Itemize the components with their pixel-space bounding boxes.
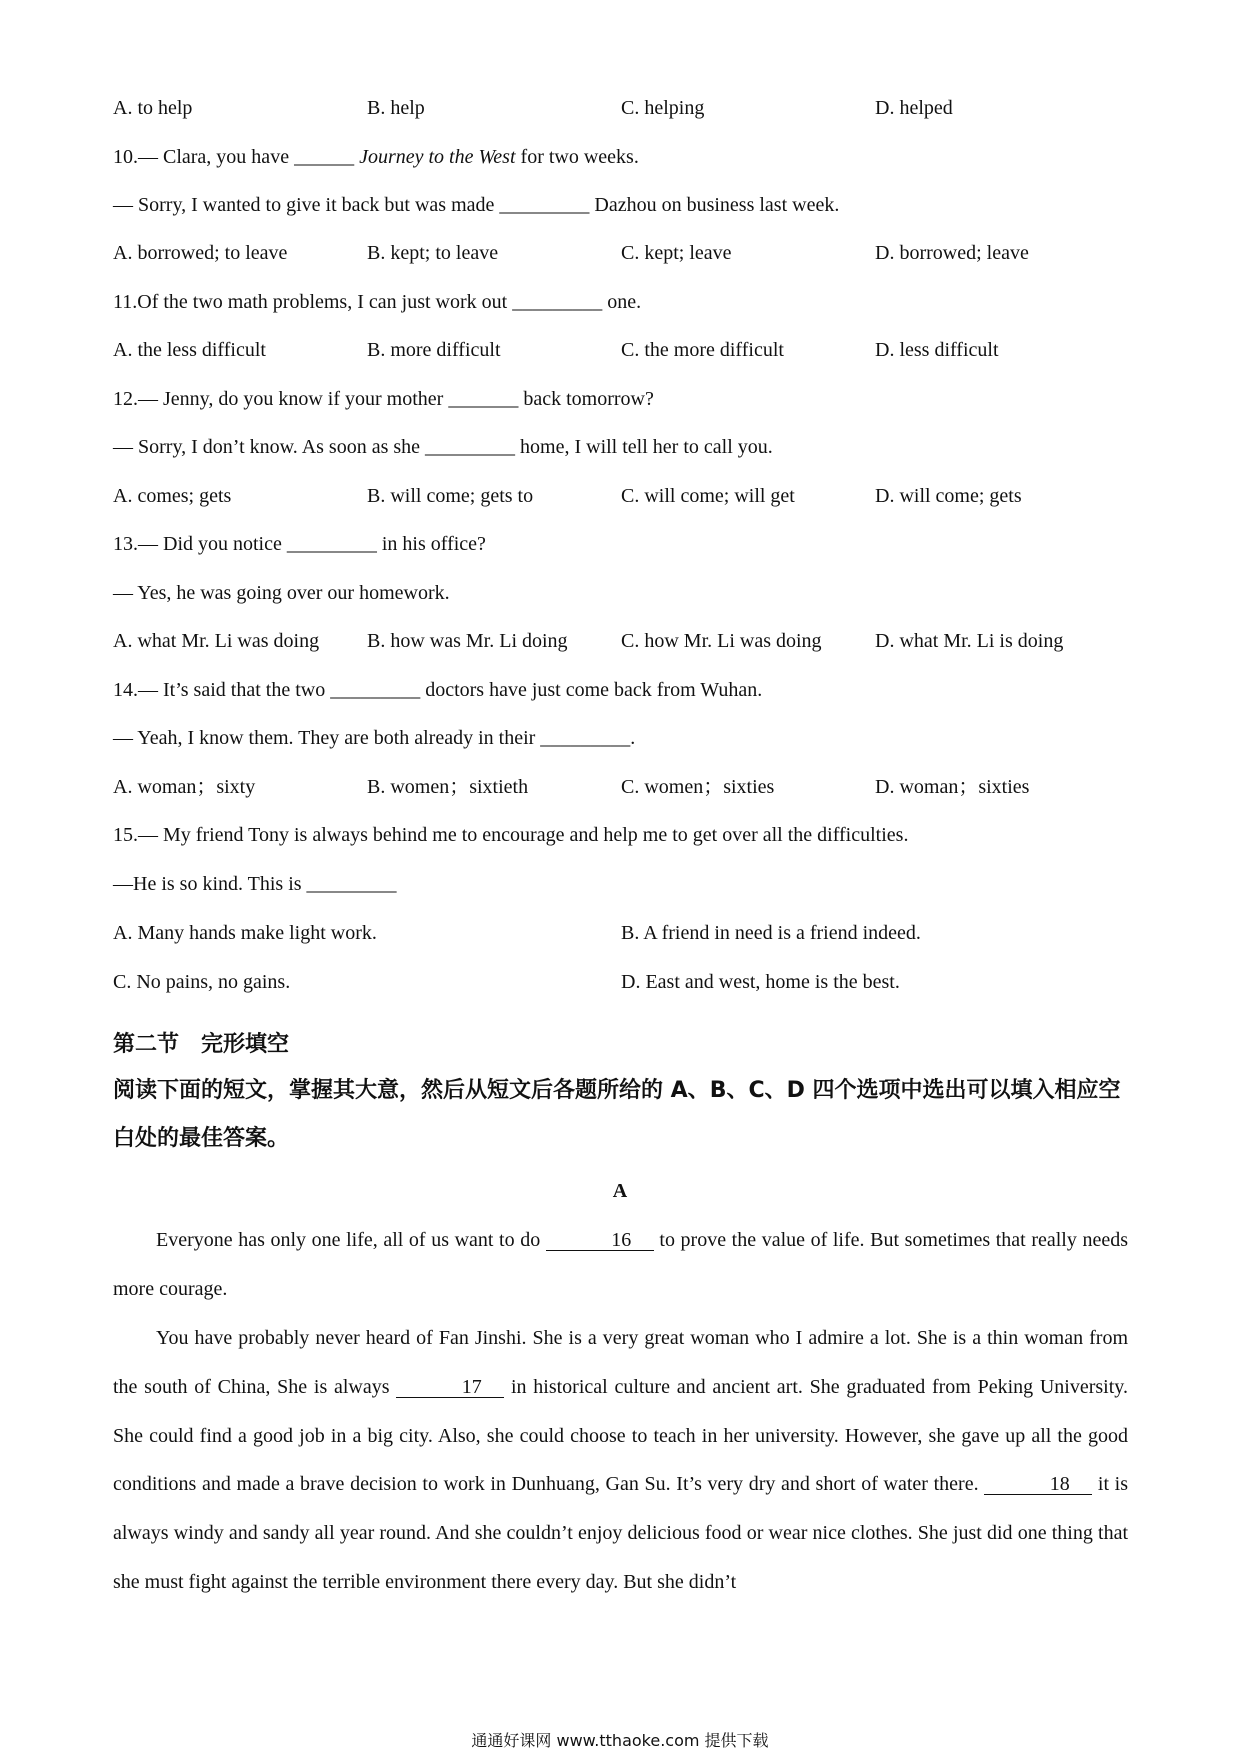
q14-prompt: 14.— It’s said that the two _________ doctors have just come back from Wuhan. — [113, 679, 763, 701]
option: D. less difficult — [875, 339, 999, 361]
option: B. more difficult — [367, 339, 501, 361]
passage-paragraph-1 — [113, 1216, 1128, 1314]
option: C. will come; will get — [621, 485, 795, 507]
option: D. what Mr. Li is doing — [875, 630, 1064, 652]
option: C. kept; leave — [621, 242, 732, 264]
option: A. woman；sixty — [113, 776, 256, 798]
blank-18: 18 — [984, 1474, 1092, 1495]
option: D. woman；sixties — [875, 776, 1030, 798]
q10-book-title: Journey to the West — [359, 146, 516, 168]
option: D. will come; gets — [875, 485, 1022, 507]
blank-17: 17 — [396, 1377, 504, 1398]
q15-reply: —He is so kind. This is _________ — [113, 873, 397, 895]
paragraph-text: in historical culture and ancient art. She graduated from Peking University. She could find a good job in a big city. Also, she could choose to teach in her university. However, she gave up all the good conditions and made a brave decision to work in Dunhuang, Gan Su. It’s very dry and short of water there. — [113, 1375, 1128, 1496]
option: C. helping — [621, 97, 705, 119]
option: A. borrowed; to leave — [113, 242, 288, 264]
q15-prompt: 15.— My friend Tony is always behind me to encourage and help me to get over all the difficulties. — [113, 824, 909, 846]
q10-reply: — Sorry, I wanted to give it back but was made _________ Dazhou on business last week. — [113, 194, 840, 216]
option: D. helped — [875, 97, 953, 119]
option: B. will come; gets to — [367, 485, 534, 507]
option: B. A friend in need is a friend indeed. — [621, 922, 921, 944]
passage-heading: A — [612, 1180, 628, 1202]
option: A. the less difficult — [113, 339, 266, 361]
q11-prompt: 11.Of the two math problems, I can just work out _________ one. — [113, 291, 642, 313]
option: C. the more difficult — [621, 339, 784, 361]
q14-reply: — Yeah, I know them. They are both already in their _________. — [113, 727, 636, 749]
paragraph-text: You have probably never heard of Fan Jinshi. She is a very great woman who I admire a lot. She is a thin woman from the south of China, She is always — [113, 1327, 1128, 1398]
option: B. women；sixtieth — [367, 776, 529, 798]
q13-reply: — Yes, he was going over our homework. — [113, 582, 450, 604]
option: C. how Mr. Li was doing — [621, 630, 822, 652]
section-title: 第二节 完形填空 — [113, 1031, 290, 1057]
paragraph-text: to prove the value of life. But sometimes that really needs more courage. — [113, 1229, 1128, 1300]
q10-prompt-post: for two weeks. — [515, 146, 639, 168]
q10-prompt — [113, 145, 639, 169]
passage-paragraph-2 — [113, 1314, 1128, 1607]
q10-prompt-pre: 10.— Clara, you have ______ — [113, 146, 360, 168]
q12-reply: — Sorry, I don’t know. As soon as she _________ home, I will tell her to call you. — [113, 436, 773, 458]
page-footer: 通通好课网 www.tthaoke.com 提供下载 — [471, 1731, 769, 1750]
option: D. borrowed; leave — [875, 242, 1029, 264]
paragraph-text: it is always windy and sandy all year round. And she couldn’t enjoy delicious food or wear nice clothes. She just did one thing that she must fight against the terrible environment there every day. But she didn’t — [113, 1473, 1128, 1593]
option: A. what Mr. Li was doing — [113, 630, 320, 652]
option: C. No pains, no gains. — [113, 971, 291, 993]
option: A. comes; gets — [113, 485, 232, 507]
q12-prompt: 12.— Jenny, do you know if your mother _______ back tomorrow? — [113, 388, 654, 410]
q13-prompt: 13.— Did you notice _________ in his office? — [113, 533, 486, 555]
blank-16: 16 — [546, 1230, 654, 1251]
option: D. East and west, home is the best. — [621, 971, 900, 993]
option: B. how was Mr. Li doing — [367, 630, 568, 652]
option: A. to help — [113, 97, 193, 119]
option: A. Many hands make light work. — [113, 922, 377, 944]
option: B. help — [367, 97, 425, 119]
section-instruction: 阅读下面的短文，掌握其大意，然后从短文后各题所给的 A、B、C、D 四个选项中选出可以填入相应空白处的最佳答案。 — [113, 1078, 1121, 1151]
option: B. kept; to leave — [367, 242, 499, 264]
paragraph-text: Everyone has only one life, all of us want to do — [156, 1229, 546, 1251]
option: C. women；sixties — [621, 776, 775, 798]
